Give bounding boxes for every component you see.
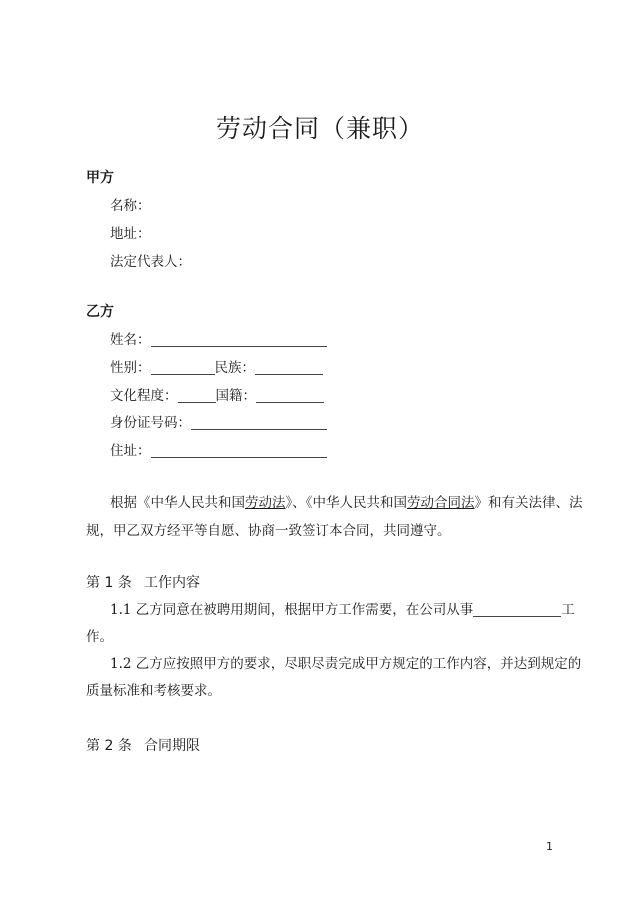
clause-1-1-line-2: 作。: [86, 629, 113, 645]
party-b-name-row: [110, 330, 327, 350]
intro-line-1: [110, 493, 583, 513]
party-b-education-label: 文化程度：: [110, 388, 178, 404]
clause-1-1-text: 1.1 乙方同意在被聘用期间，根据甲方工作需要，在公司从事: [110, 602, 474, 618]
party-a-name-label: 名称：: [110, 198, 151, 214]
intro-text-1: 根据《中华人民共和国: [110, 495, 245, 511]
clause-1-number: 第 1 条: [86, 575, 132, 591]
party-a-address-label: 地址：: [110, 226, 151, 242]
clause-1-1-suffix: 工: [561, 602, 575, 618]
party-b-gender-row: [110, 358, 323, 378]
party-b-heading: 乙方: [86, 304, 114, 320]
labor-law-link: 劳动法: [245, 495, 286, 511]
clause-1-2-line-2: 质量标准和考核要求。: [86, 683, 221, 699]
labor-contract-law-link: 劳动合同法: [407, 495, 475, 511]
intro-text-3: 》和有关法律、法: [474, 495, 583, 511]
intro-line-2: 规，甲乙双方经平等自愿、协商一致签订本合同，共同遵守。: [86, 523, 451, 539]
party-b-gender-label: 性别：: [110, 360, 151, 376]
page-number: 1: [546, 840, 553, 853]
party-a-legal-rep-label: 法定代表人：: [110, 254, 191, 270]
document-title: 劳动合同（兼职）: [215, 114, 424, 143]
clause-2-heading: [86, 736, 200, 756]
clause-2-number: 第 2 条: [86, 738, 132, 754]
clause-1-1-line-1: [110, 600, 575, 620]
party-b-education-row: [110, 386, 324, 406]
party-b-address-label: 住址：: [110, 443, 151, 459]
intro-text-2: 》、《中华人民共和国: [285, 495, 407, 511]
party-b-name-label: 姓名：: [110, 332, 151, 348]
clause-1-2-line-1: 1.2 乙方应按照甲方的要求，尽职尽责完成甲方规定的工作内容，并达到规定的: [110, 656, 582, 672]
party-b-name-blank[interactable]: [151, 332, 327, 347]
party-b-id-label: 身份证号码：: [110, 415, 191, 431]
party-b-nationality-label: 国籍：: [215, 388, 256, 404]
party-a-heading: 甲方: [86, 170, 114, 186]
party-b-gender-blank[interactable]: [151, 360, 215, 375]
party-b-id-blank[interactable]: [191, 415, 327, 430]
clause-1-heading: [86, 573, 200, 593]
clause-1-1-blank[interactable]: [473, 602, 561, 617]
party-b-ethnicity-label: 民族：: [214, 360, 255, 376]
party-b-nationality-blank[interactable]: [256, 388, 324, 403]
party-b-address-row: [110, 441, 327, 461]
clause-1-title: 工作内容: [144, 575, 200, 591]
party-b-address-blank[interactable]: [151, 443, 327, 458]
clause-2-title: 合同期限: [144, 738, 200, 754]
party-b-education-blank[interactable]: [178, 388, 216, 403]
party-b-ethnicity-blank[interactable]: [255, 360, 323, 375]
party-b-id-row: [110, 413, 327, 433]
